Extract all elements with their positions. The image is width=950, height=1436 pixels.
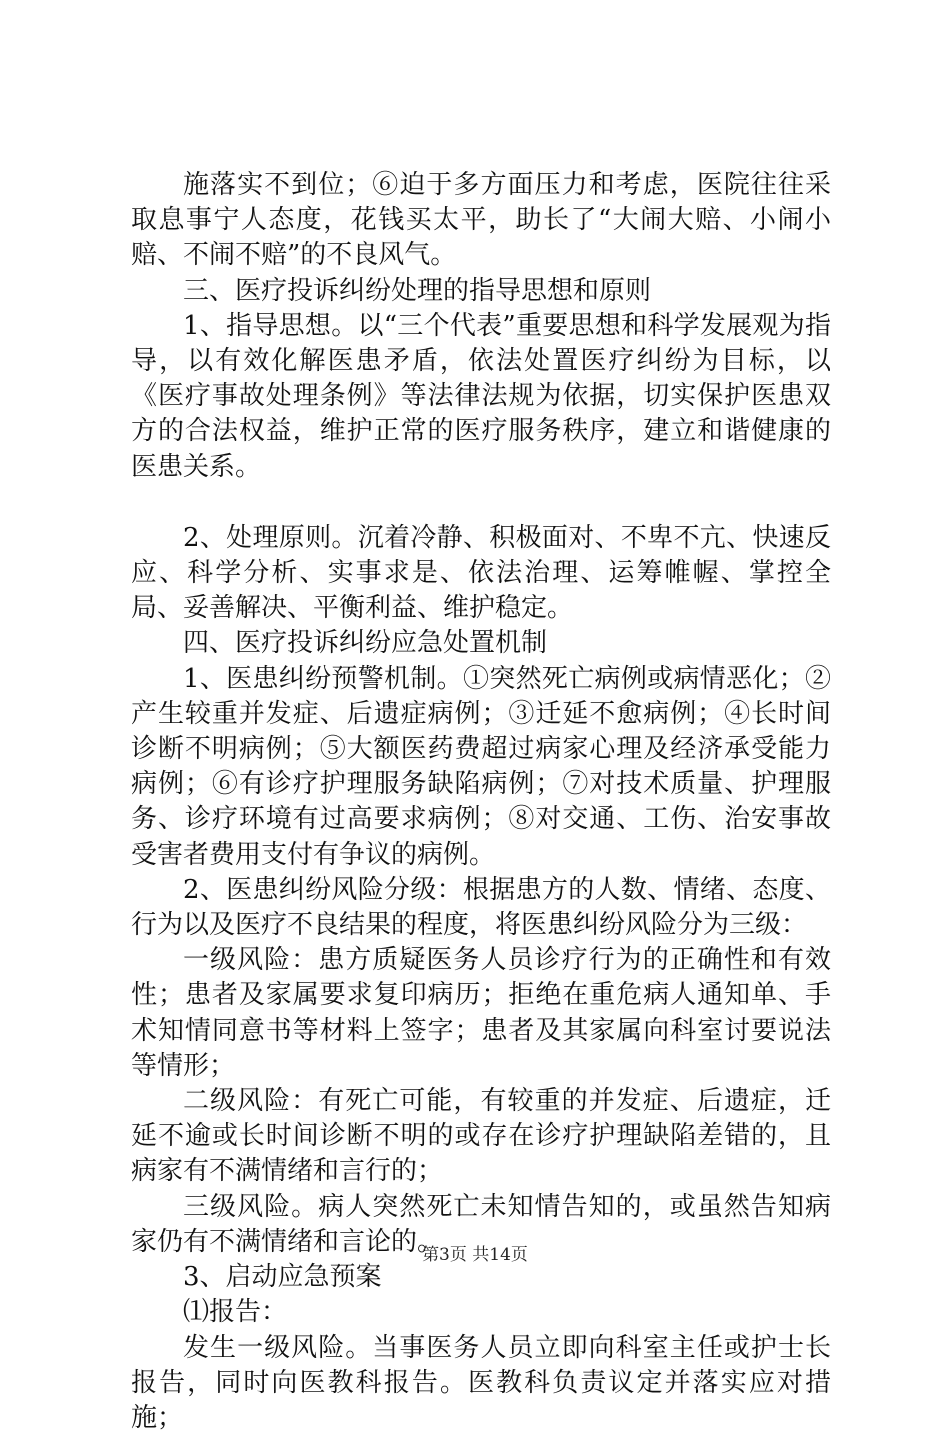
paragraph: 发生一级风险。当事医务人员立即向科室主任或护士长报告，同时向医教科报告。医教科负责议定并落实应对措施；: [131, 1331, 831, 1436]
subheading: ⑴报告：: [131, 1295, 831, 1330]
page-footer: 第3页 共14页: [0, 1244, 950, 1266]
paragraph: 二级风险：有死亡可能，有较重的并发症、后遗症，迁延不逾或长时间诊断不明的或存在诊疗护理缺陷差错的，且病家有不满情绪和言行的；: [131, 1084, 831, 1190]
paragraph: 1、指导思想。以“三个代表”重要思想和科学发展观为指导，以有效化解医患矛盾，依法处置医疗纠纷为目标，以《医疗事故处理条例》等法律法规为依据，切实保护医患双方的合法权益，维护正常的医疗服务秩序，建立和谐健康的医患关系。: [131, 309, 831, 485]
paragraph: 2、医患纠纷风险分级：根据患方的人数、情绪、态度、行为以及医疗不良结果的程度，将医患纠纷风险分为三级：: [131, 873, 831, 943]
paragraph: 三级风险。病人突然死亡未知情告知的，或虽然告知病家仍有不满情绪和言论的。: [131, 1190, 831, 1260]
paragraph: 施落实不到位；⑥迫于多方面压力和考虑，医院往往采取息事宁人态度，花钱买太平，助长了“大闹大赔、小闹小赔、不闹不赔”的不良风气。: [131, 168, 831, 274]
paragraph: 1、医患纠纷预警机制。①突然死亡病例或病情恶化；②产生较重并发症、后遗症病例；③迁延不愈病例；④长时间诊断不明病例；⑤大额医药费超过病家心理及经济承受能力病例；⑥有诊疗护理服务缺陷病例；⑦对技术质量、护理服务、诊疗环境有过高要求病例；⑧对交通、工伤、治安事故受害者费用支付有争议的病例。: [131, 662, 831, 873]
paragraph: 一级风险：患方质疑医务人员诊疗行为的正确性和有效性；患者及家属要求复印病历；拒绝在重危病人通知单、手术知情同意书等材料上签字；患者及其家属向科室讨要说法等情形；: [131, 943, 831, 1084]
paragraph-spacer: [131, 485, 831, 521]
section-heading: 四、医疗投诉纠纷应急处置机制: [131, 626, 831, 661]
paragraph: 2、处理原则。沉着冷静、积极面对、不卑不亢、快速反应、科学分析、实事求是、依法治理、运筹帷幄、掌控全局、妥善解决、平衡利益、维护稳定。: [131, 521, 831, 627]
subheading: 3、启动应急预案: [131, 1260, 831, 1295]
section-heading: 三、医疗投诉纠纷处理的指导思想和原则: [131, 274, 831, 309]
